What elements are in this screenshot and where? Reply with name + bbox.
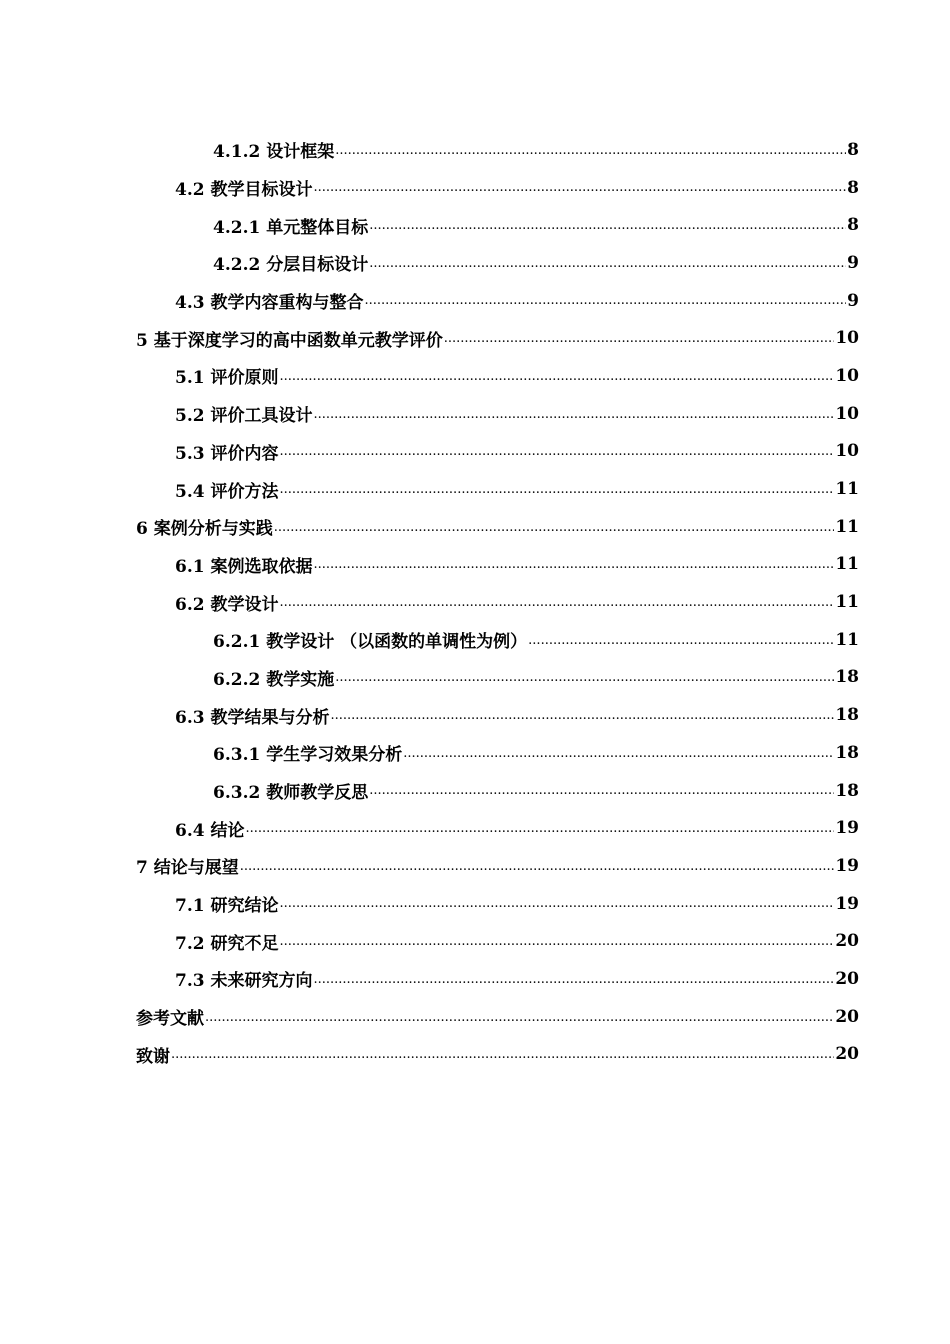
toc-entry[interactable] bbox=[0, 470, 950, 508]
toc-entry-title: 6.3.2 教师教学反思 bbox=[213, 783, 369, 804]
toc-entry-page: 10 bbox=[835, 365, 859, 386]
toc-dot-leader bbox=[314, 970, 835, 990]
toc-entry-title: 5.2 评价工具设计 bbox=[175, 406, 313, 427]
toc-entry-title: 4.1.2 设计框架 bbox=[213, 142, 335, 163]
toc-entry-title: 6.4 结论 bbox=[175, 820, 245, 841]
toc-entry-title: 6.3.1 学生学习效果分析 bbox=[213, 745, 403, 766]
toc-entry[interactable] bbox=[0, 847, 950, 885]
toc-entry[interactable] bbox=[0, 131, 950, 169]
toc-entry-title: 4.2.2 分层目标设计 bbox=[213, 255, 369, 276]
toc-entry-title: 6 案例分析与实践 bbox=[136, 519, 273, 540]
toc-entry[interactable] bbox=[0, 885, 950, 923]
toc-entry[interactable] bbox=[0, 696, 950, 734]
toc-dot-leader bbox=[331, 706, 835, 726]
toc-dot-leader bbox=[528, 631, 834, 651]
toc-entry-page: 20 bbox=[835, 931, 859, 952]
toc-entry[interactable] bbox=[0, 998, 950, 1036]
toc-dot-leader bbox=[335, 141, 846, 161]
toc-entry-title: 7 结论与展望 bbox=[136, 858, 239, 879]
toc-entry-title: 致谢 bbox=[136, 1046, 170, 1067]
toc-entry-page: 20 bbox=[835, 1006, 859, 1027]
toc-entry-title: 5.1 评价原则 bbox=[175, 368, 279, 389]
toc-entry-page: 18 bbox=[835, 705, 859, 726]
toc-entry[interactable] bbox=[0, 282, 950, 320]
toc-entry[interactable] bbox=[0, 922, 950, 960]
toc-entry-page: 11 bbox=[835, 516, 859, 537]
toc-dot-leader bbox=[280, 367, 835, 387]
toc-entry[interactable] bbox=[0, 244, 950, 282]
toc-entry[interactable] bbox=[0, 206, 950, 244]
toc-dot-leader bbox=[369, 781, 834, 801]
toc-entry-title: 5 基于深度学习的高中函数单元教学评价 bbox=[136, 330, 443, 351]
toc-entry-page: 20 bbox=[835, 1044, 859, 1065]
toc-entry[interactable] bbox=[0, 659, 950, 697]
toc-entry-page: 10 bbox=[835, 441, 859, 462]
toc-entry[interactable] bbox=[0, 1036, 950, 1074]
toc-dot-leader bbox=[240, 857, 835, 877]
toc-entry[interactable] bbox=[0, 169, 950, 207]
toc-dot-leader bbox=[274, 518, 835, 538]
toc-entry-page: 19 bbox=[835, 818, 859, 839]
toc-entry-page: 9 bbox=[847, 252, 859, 273]
toc-entry-title: 5.4 评价方法 bbox=[175, 481, 279, 502]
toc-dot-leader bbox=[365, 291, 847, 311]
toc-entry[interactable] bbox=[0, 508, 950, 546]
toc-entry-title: 4.3 教学内容重构与整合 bbox=[175, 293, 364, 314]
toc-dot-leader bbox=[444, 329, 835, 349]
toc-dot-leader bbox=[403, 744, 834, 764]
toc-dot-leader bbox=[171, 1045, 834, 1065]
toc-entry-page: 8 bbox=[847, 215, 859, 236]
toc-entry-page: 10 bbox=[835, 403, 859, 424]
toc-entry-title: 7.2 研究不足 bbox=[175, 933, 279, 954]
toc-entry-page: 9 bbox=[847, 290, 859, 311]
toc-entry[interactable] bbox=[0, 809, 950, 847]
toc-entry-title: 6.3 教学结果与分析 bbox=[175, 707, 330, 728]
toc-entry-page: 19 bbox=[835, 855, 859, 876]
toc-entry-title: 6.2.2 教学实施 bbox=[213, 669, 335, 690]
toc-entry[interactable] bbox=[0, 319, 950, 357]
toc-entry-page: 10 bbox=[835, 328, 859, 349]
toc-entry-title: 6.2 教学设计 bbox=[175, 594, 279, 615]
toc-dot-leader bbox=[369, 216, 846, 236]
toc-entry[interactable] bbox=[0, 357, 950, 395]
toc-entry-page: 18 bbox=[835, 780, 859, 801]
toc-dot-leader bbox=[205, 1008, 834, 1028]
table-of-contents bbox=[0, 131, 950, 1073]
toc-entry-title: 4.2.1 单元整体目标 bbox=[213, 217, 369, 238]
toc-entry[interactable] bbox=[0, 734, 950, 772]
toc-entry-page: 18 bbox=[835, 667, 859, 688]
toc-entry-page: 19 bbox=[835, 893, 859, 914]
toc-entry[interactable] bbox=[0, 433, 950, 471]
toc-entry[interactable] bbox=[0, 960, 950, 998]
toc-dot-leader bbox=[314, 178, 847, 198]
toc-entry-page: 18 bbox=[835, 742, 859, 763]
toc-dot-leader bbox=[280, 442, 835, 462]
toc-entry-page: 11 bbox=[835, 592, 859, 613]
toc-dot-leader bbox=[335, 668, 834, 688]
toc-entry[interactable] bbox=[0, 621, 950, 659]
toc-entry[interactable] bbox=[0, 546, 950, 584]
toc-dot-leader bbox=[280, 480, 835, 500]
toc-entry-page: 8 bbox=[847, 139, 859, 160]
toc-entry-title: 6.2.1 教学设计 （以函数的单调性为例） bbox=[213, 632, 528, 653]
toc-dot-leader bbox=[280, 593, 835, 613]
toc-entry-title: 4.2 教学目标设计 bbox=[175, 180, 313, 201]
toc-entry-page: 11 bbox=[835, 629, 859, 650]
toc-entry-title: 7.1 研究结论 bbox=[175, 896, 279, 917]
toc-entry-title: 5.3 评价内容 bbox=[175, 443, 279, 464]
toc-entry-page: 20 bbox=[835, 968, 859, 989]
toc-entry-page: 8 bbox=[847, 177, 859, 198]
toc-entry-title: 7.3 未来研究方向 bbox=[175, 971, 313, 992]
toc-entry-title: 6.1 案例选取依据 bbox=[175, 556, 313, 577]
toc-entry[interactable] bbox=[0, 583, 950, 621]
toc-entry[interactable] bbox=[0, 772, 950, 810]
toc-entry[interactable] bbox=[0, 395, 950, 433]
toc-dot-leader bbox=[246, 819, 835, 839]
toc-dot-leader bbox=[314, 555, 835, 575]
toc-dot-leader bbox=[280, 894, 835, 914]
toc-entry-title: 参考文献 bbox=[136, 1009, 204, 1030]
toc-entry-page: 11 bbox=[835, 479, 859, 500]
toc-dot-leader bbox=[369, 254, 846, 274]
toc-entry-page: 11 bbox=[835, 554, 859, 575]
toc-dot-leader bbox=[280, 932, 835, 952]
toc-dot-leader bbox=[314, 405, 835, 425]
